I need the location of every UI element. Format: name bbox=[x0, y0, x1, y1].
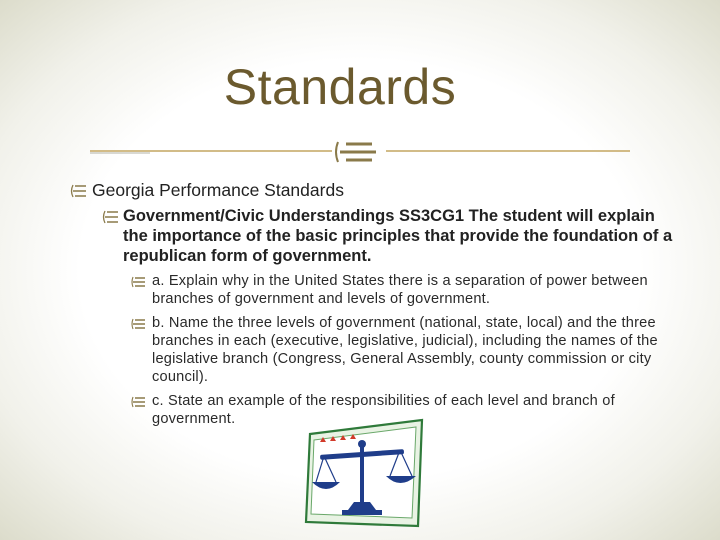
slide-title: Standards bbox=[223, 59, 457, 115]
list-bullet-icon bbox=[131, 396, 147, 408]
list-bullet-icon bbox=[131, 318, 147, 330]
list-bullet-icon bbox=[102, 210, 120, 224]
bullet-level-3-a: a. Explain why in the United States there is a separation of power between branches of government and levels of government. bbox=[152, 273, 648, 307]
title-divider bbox=[90, 138, 630, 168]
bullet-level-2: Government/Civic Understandings SS3CG1 The student will explain the importance of the basic principles that provide the foundation of a republican form of government. bbox=[123, 207, 673, 265]
bullet-level-3-b: b. Name the three levels of government (national, state, local) and the three branches in each (executive, legislative, judicial), including the names of the legislative branch (Congress, General Assembly, county commission or city council). bbox=[152, 315, 658, 385]
bullet-level-3-c: c. State an example of the responsibilities of each level and branch of government. bbox=[152, 393, 615, 427]
ornament-divider-icon bbox=[332, 140, 386, 164]
bullet-level-1: Georgia Performance Standards bbox=[92, 180, 344, 200]
balance-scale-icon bbox=[292, 414, 432, 530]
list-bullet-icon bbox=[70, 184, 88, 198]
list-bullet-icon bbox=[131, 276, 147, 288]
